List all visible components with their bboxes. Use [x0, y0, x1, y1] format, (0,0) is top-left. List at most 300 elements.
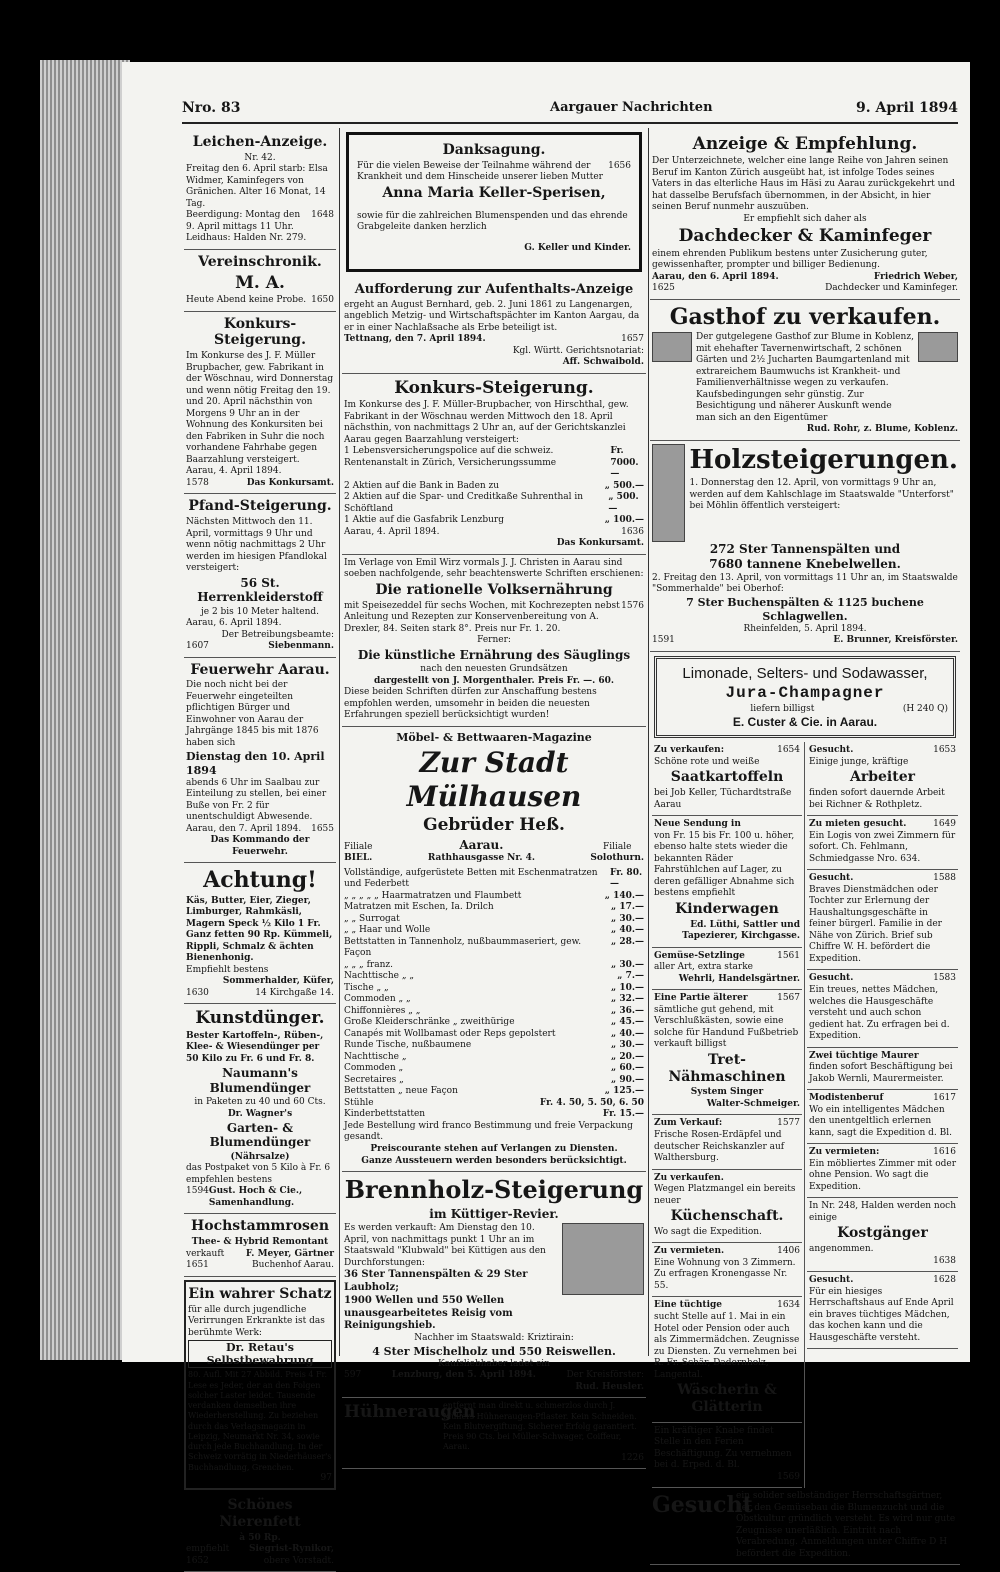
ad-role: Kgl. Württ. Gerichtsnotariat: — [512, 345, 644, 356]
small-ad-body: angenommen. — [809, 1244, 874, 1255]
ad-title: Pfand-Steigerung. — [188, 498, 332, 515]
small-ad-item: Saatkartoffeln — [670, 769, 784, 786]
ad-body: ein solider selbständiger Herrschaftsgärtner, der den Gemüsebau die Blumenzucht und die Obstkultur gründlich versteht. Es wird nur gute Zeugnisse unerläßlich. Eintritt nach Verabredung. Anmeldungen unter Chiffre D H befördert die Expedition. — [736, 1491, 956, 1559]
price-label: 1 Aktie auf die Gasfabrik Lenzburg — [344, 515, 504, 526]
ad-signature: Aff. Schwaibold. — [562, 357, 644, 368]
ad-signature: Gust. Hoch & Cie., Samenhandlung. — [208, 1186, 303, 1208]
small-ad-item: Kinderwagen — [675, 900, 779, 917]
small-ad-title: Zu verkaufen. — [654, 1172, 724, 1183]
ad-body: das Postpaket von 5 Kilo à Fr. 6 empfehlen bestens — [186, 1163, 331, 1185]
ad-code: 1569 — [777, 1471, 800, 1482]
ad-signature: Das Konkursamt. — [246, 477, 334, 488]
price-value: „ 140.— — [604, 890, 644, 901]
ad-item: 7680 tannene Knebelwellen. — [709, 557, 901, 572]
ad-code: 1638 — [933, 1255, 956, 1266]
ad-code: 1594 — [186, 1186, 209, 1197]
small-ad-body: finden sofort Beschäftigung bei Jakob Wernli, Maurermeister. — [809, 1062, 953, 1084]
store-city: Aarau. — [459, 837, 504, 852]
ad-code: 1630 — [186, 987, 209, 998]
ad-code: 1588 — [933, 873, 956, 884]
small-ad-body: sucht Stelle auf 1. Mai in ein Hotel oder Pension oder auch als Zimmermädchen. Zeugnisse zu Diensten. Zu vernehmen bei R. Fr. Schär, Dadernholz, Langental. — [654, 1311, 800, 1380]
ad-signature: Rud. Heusler. — [575, 1381, 644, 1392]
small-ad-head — [809, 1147, 956, 1159]
ad-body: einem ehrenden Publikum bestens unter Zusicherung guter, gewissenhafter, prompter und billiger Bedienung. — [652, 248, 928, 271]
price-label: Stühle — [344, 1097, 374, 1108]
ad-signature: Walter-Schmeiger. — [706, 1098, 800, 1109]
ad-body: Im Verlage von Emil Wirz vormals J. J. Christen in Aarau sind soeben nachfolgende, sehr beachtenswerte Schriften erschienen: — [344, 557, 644, 580]
small-ad — [652, 742, 802, 816]
ad-code: 1583 — [933, 973, 956, 984]
ad-body: Kaufsliebhaber ladet ein — [438, 1358, 550, 1369]
ad-place: Aarau, 4. April 1894. — [186, 466, 282, 477]
ad-place: Rheinfelden, 5. April 1894. — [743, 623, 867, 634]
ad-huehneraugen — [342, 1398, 646, 1469]
small-ad-head — [654, 1246, 800, 1258]
ad-verlag — [342, 555, 646, 727]
price-value: „ 17.— — [611, 902, 644, 913]
small-ad — [652, 1423, 802, 1489]
ad-hochstamm — [184, 1214, 336, 1276]
small-ad-head — [654, 819, 800, 831]
ad-body: mit Speisezeddel für sechs Wochen, mit Kochrezepten nebst Anleitung und Rezepten zur Konservenbereitung von A. Drexler, 84. Seiten stark 8°. Preis nur Fr. 1. 20. — [344, 600, 620, 634]
newspaper-title: Aargauer Nachrichten — [550, 100, 713, 115]
ad-place: Aarau, den 6. April 1894. — [652, 271, 779, 282]
ad-code: 1655 — [311, 823, 334, 834]
ad-konkurs-steigerung — [342, 374, 646, 555]
small-ad-item: Arbeiter — [849, 769, 915, 786]
ad-achtung — [184, 863, 336, 1004]
price-label: Chiffonnières „ „ — [344, 1005, 421, 1016]
ad-code: 1625 — [652, 283, 675, 294]
price-label: Matratzen mit Eschen, Ia. Drilch — [344, 902, 494, 913]
ad-address: 14 Kirchgaße 14. — [255, 987, 334, 998]
ad-title: Feuerwehr Aarau. — [190, 661, 330, 678]
small-ad-head — [654, 951, 800, 963]
ad-item: Dachdecker & Kaminfeger — [678, 226, 932, 247]
ad-address: obere Vorstadt. — [263, 1555, 334, 1566]
branch-city: Solothurn. — [590, 853, 644, 864]
ad-title: Schönes Nierenfett — [219, 1497, 301, 1531]
price-label: Runde Tische, nußbaumene — [344, 1040, 472, 1051]
small-ad-head — [809, 973, 956, 985]
small-ad-item: Tret-Nähmaschinen — [668, 1051, 786, 1085]
ad-body: liefern billigst — [750, 703, 815, 714]
ad-body: sowie für die zahlreichen Blumenspenden und das ehrende Grabgeleite danken herzlich — [357, 210, 628, 233]
small-ad-head — [809, 1051, 956, 1063]
ad-place: Lenzburg, den 5. April 1894. — [391, 1370, 536, 1381]
price-label: Große Kleiderschränke „ zweithürige — [344, 1017, 515, 1028]
ad-code: 1634 — [777, 1300, 800, 1311]
small-ad — [652, 816, 802, 947]
ad-signature: Ed. Lüthi, Sattler und Tapezierer, Kirchgasse. — [682, 919, 800, 942]
ad-signature: Siebenmann. — [268, 641, 334, 652]
ad-brennholz — [342, 1172, 646, 1398]
ad-moebel — [342, 727, 646, 1172]
ad-place: Aarau, 4. April 1894. — [344, 526, 440, 537]
ad-title: Konkurs-Steigerung. — [394, 377, 594, 398]
price-row — [344, 492, 644, 515]
small-ad-sub: System Singer — [690, 1087, 764, 1098]
ad-body: Diese beiden Schriften dürfen zur Anschaffung bestens empfohlen werden, umsomehr in beiden die neuesten Erfahrungen speziell berücksichtigt wurden! — [344, 687, 597, 721]
ad-gesucht-gaertner — [650, 1488, 960, 1565]
price-value: „ 36.— — [611, 1005, 644, 1016]
price-row — [344, 983, 644, 995]
small-ad — [807, 742, 958, 816]
ad-body: nach den neuesten Grundsätzen — [420, 664, 568, 675]
ad-firm: Gebrüder Heß. — [423, 815, 565, 836]
ad-code: 1607 — [186, 641, 209, 652]
ad-kicker: Möbel- & Bettwaaren-Magazine — [396, 730, 592, 744]
ad-body: verkauft — [186, 1248, 225, 1259]
store-address: Rathhausgasse Nr. 4. — [427, 853, 535, 864]
small-ad-head — [809, 1093, 956, 1105]
ad-title: Zur Stadt Mülhausen — [406, 746, 582, 813]
ad-item: 56 St. Herrenkleiderstoff — [197, 575, 323, 605]
small-ad-title: Gemüse-Setzlinge — [654, 950, 745, 961]
ad-body: Der Unterzeichnete, welcher eine lange Reihe von Jahren seinen Beruf im Kanton Zürich ausgeübt hat, ist infolge Todes seines Vaters in das elterliche Haus im Häsi zu Aarau zurückgekehrt und hat dasselbe Berufsfach übernommen, in der Absicht, in hier seinen Beruf nunmehr auszuüben. — [652, 156, 955, 213]
small-ad-body: Ein kräftiger Knabe findet Stelle in den Ferien Beschäftigung. Zu vernehmen bei d. Erped. d. Bl. — [654, 1425, 792, 1471]
page-header — [182, 100, 958, 122]
ad-body: je 2 bis 10 Meter haltend. — [200, 606, 320, 617]
column-rule — [648, 128, 649, 1356]
ad-code: 1567 — [777, 993, 800, 1004]
branch-city: BIEL. — [344, 853, 373, 864]
ad-body: in Paketen zu 40 und 60 Cts. — [194, 1097, 326, 1108]
small-ad-body: Frische Rosen-Erdäpfel und deutscher Reichskanzler auf Walthersburg. — [654, 1130, 785, 1164]
ad-code: 1656 — [608, 160, 631, 171]
ad-body: Preiscourante stehen auf Verlangen zu Diensten. — [370, 1143, 618, 1154]
branch-label: Filiale — [602, 841, 632, 852]
price-row — [344, 1063, 644, 1075]
ad-code: 1577 — [777, 1118, 800, 1129]
small-ad-title: Zwei tüchtige Maurer — [809, 1050, 919, 1061]
small-ad-body: Ein Logis von zwei Zimmern für sofort. Ch. Fehlmann, Schmiedgasse Nro. 634. — [809, 830, 956, 864]
ad-signature: Friedrich Weber, — [873, 271, 958, 282]
small-ad-body: Braves Dienstmädchen oder Tochter zur Erlernung der Haushaltungsgeschäfte in feiner bürgerl. Familie in der Nähe von Zürich. Brief sub Chiffre W. H. befördert die Expedition. — [809, 884, 942, 964]
ad-body: Heute Abend keine Probe. — [186, 295, 307, 306]
ad-body: Im Konkurse des J. F. Müller-Brupbacher, von Hirschthal, gew. Fabrikant in der Wöschnau werden Mittwoch den 18. April nächsthin, von nachmittags 2 Uhr an, auf der Gerichtskanzlei Aarau gegen Baarzahlung versteigert: — [344, 400, 629, 445]
ad-holzsteigerungen — [650, 441, 960, 652]
small-ad — [652, 1297, 802, 1422]
price-label: Bettstatten „ neue Façon — [344, 1086, 458, 1097]
ad-place: Aarau, 6. April 1894. — [186, 618, 282, 629]
small-ad-title: Gesucht. — [809, 745, 854, 756]
price-value: Fr. 7000.— — [610, 446, 639, 480]
price-row — [344, 1075, 644, 1087]
ad-code: 1406 — [777, 1246, 800, 1257]
furniture-price-list — [344, 868, 644, 1121]
small-ad — [807, 870, 958, 970]
price-value: „ 45.— — [611, 1017, 644, 1028]
house-illustration — [918, 332, 958, 362]
ad-body: empfiehlt — [186, 1544, 230, 1555]
ad-item: 272 Ster Tannenspälten und — [709, 541, 901, 556]
ad-body: Er empfiehlt sich daher als — [743, 213, 867, 224]
small-ad-body: Einige junge, kräftige — [809, 756, 909, 767]
ad-title: Gesucht — [652, 1492, 753, 1519]
price-row — [344, 960, 644, 972]
ad-title: Achtung! — [203, 867, 317, 894]
small-ad-body: Wo ein intelligentes Mädchen den unentgeltlich erlernen kann, sagt die Expedition d. Bl. — [809, 1104, 952, 1138]
price-row — [344, 914, 644, 926]
small-ad-body: Eine Wohnung von 3 Zimmern. Zu erfragen Kronengasse Nr. 55. — [654, 1257, 796, 1291]
ad-leichen — [184, 130, 336, 250]
branch-right — [590, 842, 644, 865]
small-ad-head — [654, 1118, 800, 1130]
ad-body: Nächsten Mittwoch den 11. April, vormittags 9 Uhr und wenn nötig nachmittags 2 Uhr werden im hiesigen Pfandlokal versteigert: — [186, 517, 327, 574]
small-ad — [807, 1198, 958, 1272]
ad-item: (Nährsalze) — [230, 1151, 290, 1162]
small-ad-body: finden sofort dauernde Arbeit bei Richner & Rothpletz. — [809, 788, 945, 810]
ad-code: 1650 — [311, 295, 334, 306]
small-ad — [652, 990, 802, 1115]
small-ad-body: bei Job Keller, Tüchardtstraße Aarau — [654, 788, 792, 810]
small-ad-body: aller Art, extra starke — [654, 962, 753, 973]
ad-konkurs — [184, 312, 336, 495]
price-label: Secretaires „ — [344, 1074, 404, 1085]
ad-body: Die noch nicht bei der Feuerwehr eingeteilten pflichtigen Bürger und Einwohner von Aarau der Jahrgänge 1845 bis mit 1876 haben sich — [186, 680, 319, 748]
price-row — [344, 971, 644, 983]
price-value: „ 10.— — [611, 982, 644, 993]
small-ad-title: Neue Sendung in — [654, 819, 741, 830]
small-ad-body: Wo sagt die Expedition. — [654, 1226, 762, 1237]
ad-signature: Das Konkursamt. — [556, 538, 644, 549]
ad-body: Ferner: — [477, 635, 511, 646]
price-label: Nachttische „ „ — [344, 971, 415, 982]
ad-title: Holzsteigerungen. — [689, 444, 958, 475]
price-label: Commoden „ „ — [344, 994, 411, 1005]
ad-name: Anna Maria Keller-Sperisen, — [382, 184, 606, 201]
ad-signature: Rud. Rohr, z. Blume, Koblenz. — [806, 424, 958, 435]
small-ad-head — [809, 873, 956, 885]
price-value: „ 500.— — [608, 492, 639, 514]
small-ads-left — [650, 742, 805, 1488]
price-label: Tische „ „ — [344, 982, 389, 993]
ad-title: Gasthof zu verkaufen. — [669, 303, 941, 330]
ad-title: Anzeige & Empfehlung. — [692, 134, 918, 154]
ad-code: 1226 — [621, 1452, 644, 1463]
small-ad-body: Wegen Platzmangel ein bereits neuer — [654, 1184, 796, 1206]
house-illustration — [652, 332, 692, 362]
ad-code: (H 240 Q) — [902, 703, 948, 714]
ad-title: Danksagung. — [442, 142, 546, 158]
small-ads-grid — [650, 742, 960, 1488]
small-ad — [807, 970, 958, 1047]
ad-kunstduenger — [184, 1004, 336, 1214]
ad-signature: E. Custer & Cie. in Aarau. — [732, 715, 878, 730]
small-ad-item: Wäscherin & Glätterin — [677, 1382, 777, 1415]
price-label: Nachttische „ — [344, 1051, 407, 1062]
ad-body: entfernt man direkt u. schmerzlos durch J. Müllers Hühneraugen-Pflaster. Kein Schneiden. Kein Blutvergiftung. Sicherer Erfolg garantiert. Preis 90 Cts. bei Müller-Schwager, Coiffeur, Aarau. — [443, 1401, 637, 1452]
price-value: Fr. 15.— — [602, 1109, 644, 1120]
ad-role: Dachdecker und Kaminfeger. — [825, 283, 958, 294]
ad-code: 1657 — [621, 334, 644, 345]
book-spine — [40, 60, 130, 1360]
small-ad-title: Zu verkaufen: — [654, 745, 725, 756]
ad-code: 1591 — [652, 635, 675, 646]
small-ad-head — [654, 1173, 800, 1185]
price-label: Vollständige, aufgerüstete Betten mit Eschenmatratzen und Federbett — [344, 867, 598, 890]
small-ad — [807, 1272, 958, 1349]
ad-body: Ganze Aussteuern werden besonders berücksichtigt. — [361, 1155, 627, 1166]
price-value: „ 30.— — [611, 913, 644, 924]
small-ad-body: In Nr. 248, Halden werden noch einige — [809, 1201, 956, 1223]
column-left — [184, 130, 336, 1566]
branch-label: Filiale — [344, 841, 373, 852]
price-row — [344, 902, 644, 914]
ad-body: Empfiehlt bestens — [186, 964, 269, 975]
ad-subtitle: M. A. — [235, 272, 285, 293]
ad-body: für alle durch jugendliche Verirrungen Erkrankte ist das berühmte Werk: — [188, 1304, 325, 1338]
ad-item: Die rationelle Volksernährung — [375, 581, 613, 598]
ad-body: Im Konkurse des J. F. Müller Brupbacher, gew. Fabrikant in der Wöschnau, wird Donnerstag und wenn nötig Freitag den 19. und 20. April nächsthin von Morgens 9 Uhr an in der Wohnung des Konkursiten bei den Fabriken in Suhr die noch vorhandene Fahrhabe gegen Baarzahlung versteigert. — [186, 351, 334, 465]
ad-item: 1900 Wellen und 550 Wellen unausgearbeitetes Reisig vom Reinigungshieb. — [344, 1294, 513, 1332]
price-row — [344, 868, 644, 891]
newspaper-page — [122, 62, 970, 1566]
ad-place: Tettnang, den 7. April 1894. — [344, 334, 486, 345]
ad-aufforderung — [342, 278, 646, 374]
ad-body: Der gutgelegene Gasthof zur Blume in Koblenz, mit ehehafter Tavernenwirtschaft, 2 schönen Gärten und 2½ Jucharten Baumgartenland mit extrareichem Baumwuchs ist Krankheit- und Familienverhältnisse wegen zu verkaufen. Kaufsbedingungen sehr günstig. Zur Besichtigung und näherer Auskunft wende man sich an den Eigentümer — [696, 332, 914, 423]
price-label: 2 Aktien auf die Bank in Baden zu — [344, 480, 500, 491]
price-label: Canapés mit Wollbamast oder Reps gepolstert — [344, 1028, 556, 1039]
small-ad-head — [654, 745, 800, 757]
price-row — [344, 1098, 644, 1110]
small-ad-item: Kostgänger — [837, 1225, 928, 1242]
ad-code: 597 — [344, 1370, 362, 1381]
small-ad-head — [809, 1275, 956, 1287]
price-value: „ 7.— — [617, 971, 644, 982]
small-ad — [807, 1090, 958, 1144]
ad-item: Die künstliche Ernährung des Säuglings — [357, 647, 631, 662]
price-value: „ 90.— — [611, 1074, 644, 1085]
ad-body: Freitag den 6. April starb: Elsa Widmer, Kaminfegers von Gränichen. Alter 16 Monat, 14 Tag. — [186, 164, 328, 209]
ad-feuerwehr — [184, 658, 336, 864]
ad-title: Leichen-Anzeige. — [192, 134, 328, 150]
ad-anzeige-empfehlung — [650, 130, 960, 300]
ad-price: à 50 Rp. — [239, 1532, 281, 1543]
small-ad-head — [809, 745, 956, 757]
price-value: „ 125.— — [604, 1086, 644, 1097]
ad-body: Es werden verkauft: Am Dienstag den 10. April, von nachmittags punkt 1 Uhr an im Staatswald "Klubwald" bei Küttigen aus den Durchforstungen: — [344, 1223, 546, 1268]
ad-title: Konkurs-Steigerung. — [214, 315, 306, 349]
ad-code: 1616 — [933, 1147, 956, 1158]
small-ad-title: Zu mieten gesucht. — [809, 819, 907, 830]
ad-code: 1648 — [311, 210, 334, 221]
ad-body: abends 6 Uhr im Saalbau zur Einteilung zu stellen, bei einer Buße von Fr. 2 für unentschuldigt Abwesende. — [186, 777, 327, 823]
ad-body: Leidhaus: Halden Nr. 279. — [186, 233, 307, 244]
small-ad-body: von Fr. 15 bis Fr. 100 u. höher, ebenso halte stets wieder die bekannten Räder Fahrstühlchen auf Lager, zu deren gefälliger Abnahme sich bestens empfiehlt — [654, 830, 795, 899]
ad-verein — [184, 250, 336, 312]
small-ad — [652, 1115, 802, 1169]
price-label: „ „ Surrogat — [344, 913, 400, 924]
price-value: „ 40.— — [611, 925, 644, 936]
ad-title: Vereinschronik. — [198, 253, 322, 270]
price-row — [344, 1086, 644, 1098]
column-middle — [342, 130, 646, 1463]
ad-item: Garten- & Blumendünger — [209, 1121, 311, 1150]
price-label: „ „ „ „ „ Haarmatratzen und Flaumbett — [344, 890, 522, 901]
ad-title: Hochstammrosen — [191, 1218, 329, 1235]
price-label: 1 Lebensversicherungspolice auf die schweiz. Rentenanstalt in Zürich, Versicherungssumme — [344, 446, 557, 468]
small-ad-body: Ein treues, nettes Mädchen, welches die Hausgeschäfte versteht und auch schon gedient hat. Zu erfragen bei d. Expedition. — [809, 985, 950, 1042]
ad-signature: Siegrist-Rynikor, — [248, 1544, 334, 1555]
small-ad — [652, 1243, 802, 1297]
ad-body: Jede Bestellung wird franco Bestimmung und freie Verpackung gesandt. — [344, 1120, 633, 1143]
ad-code: 1654 — [777, 745, 800, 756]
small-ad-title: Zu vermieten: — [809, 1147, 880, 1158]
column-rule — [339, 128, 340, 1356]
price-value: „ 60.— — [611, 1063, 644, 1074]
ad-body: ergeht an August Bernhard, geb. 2. Juni 1861 zu Langenargen, angeblich Metzig- und Wirtschaftspächter im Kanton Aargau, da er in einer Nachlaßsache als Erbe beteiligt ist. — [344, 299, 640, 333]
ad-code: 1576 — [621, 600, 644, 611]
konkurs-item-list — [344, 446, 644, 527]
ad-body: Für die vielen Beweise der Teilnahme während der Krankheit und dem Hinscheide unserer lieben Mutter — [357, 160, 603, 183]
ad-title: Brennholz-Steigerung — [344, 1175, 644, 1205]
price-label: Kinderbettstatten — [344, 1109, 426, 1120]
ad-code: 1651 — [186, 1260, 209, 1271]
ad-signature: Das Kommando der Feuerwehr. — [210, 835, 310, 857]
small-ad — [807, 1048, 958, 1091]
ad-subtitle: Thee- & Hybrid Remontant — [191, 1237, 329, 1248]
price-value: „ 40.— — [611, 1028, 644, 1039]
ad-item: 36 Ster Tannenspälten & 29 Ster Laubholz; — [344, 1269, 528, 1294]
small-ad-title: Gesucht. — [809, 973, 854, 984]
ad-title: Ein wahrer Schatz — [188, 1285, 332, 1302]
price-value: „ 30.— — [611, 1040, 644, 1051]
issue-number: Nro. 83 — [182, 100, 241, 116]
small-ad-body: Für ein hiesiges Herrschaftshaus auf Ende April ein braves tüchtiges Mädchen, das kochen kann und die Hausgeschäfte versteht. — [809, 1286, 954, 1343]
price-row — [344, 925, 644, 937]
price-value: Fr. 4. 50, 5. 50, 6. 50 — [539, 1097, 644, 1108]
price-value: „ 20.— — [611, 1051, 644, 1062]
ad-pfand — [184, 494, 336, 657]
small-ad-head — [654, 1300, 800, 1312]
ad-item: Dr. Retau's Selbstbewahrung — [188, 1340, 332, 1368]
price-row — [344, 1052, 644, 1064]
ad-signature: G. Keller und Kinder. — [524, 242, 631, 253]
small-ad — [807, 1144, 958, 1198]
ad-role: Der Kreisförster: — [566, 1370, 644, 1381]
ad-code: 97 — [320, 1472, 332, 1483]
small-ads-right — [805, 742, 960, 1488]
ad-place: Aarau, den 7. April 1894. — [186, 823, 302, 834]
price-value: „ 500.— — [604, 480, 644, 491]
price-row — [344, 446, 644, 481]
ad-item: 4 Ster Mischelholz und 550 Reiswellen. — [372, 1344, 616, 1358]
price-label: „ „ „ franz. — [344, 959, 393, 970]
small-ad-item: Küchenschaft. — [670, 1208, 784, 1225]
main-store — [428, 838, 535, 865]
ad-signature: E. Brunner, Kreisförster. — [833, 635, 958, 646]
ad-subtitle: im Küttiger-Revier. — [429, 1206, 559, 1221]
ad-body: Käs, Butter, Eier, Zieger, Limburger, Rahmkäsli, Magern Speck ½ Kilo 1 Fr. Ganz fetten 90 Rp. Kümmeli, Rippli, Schmalz & ächten Bienenhonig. — [186, 895, 333, 964]
ad-danksagung — [346, 132, 642, 272]
small-ad-head — [809, 819, 956, 831]
ad-limonade — [654, 656, 956, 739]
ad-date: Dienstag den 10. April 1894 — [186, 749, 325, 777]
ad-title: Hühneraugen — [344, 1402, 476, 1423]
price-label: 2 Aktien auf die Spar- und Creditkaße Suhrenthal in Schöftland — [344, 492, 584, 514]
branch-left — [344, 842, 372, 865]
price-value: „ 28.— — [611, 936, 645, 947]
ad-item: Jura-Champagner — [725, 684, 885, 703]
ad-code: 1578 — [186, 477, 209, 488]
ad-signature: Wehrli, Handelsgärtner. — [678, 973, 800, 984]
ad-code: 1636 — [621, 526, 644, 537]
price-value: Fr. 80.— — [610, 867, 643, 890]
small-ad-title: Zum Verkauf: — [654, 1118, 723, 1129]
ad-code: 1561 — [777, 950, 800, 961]
